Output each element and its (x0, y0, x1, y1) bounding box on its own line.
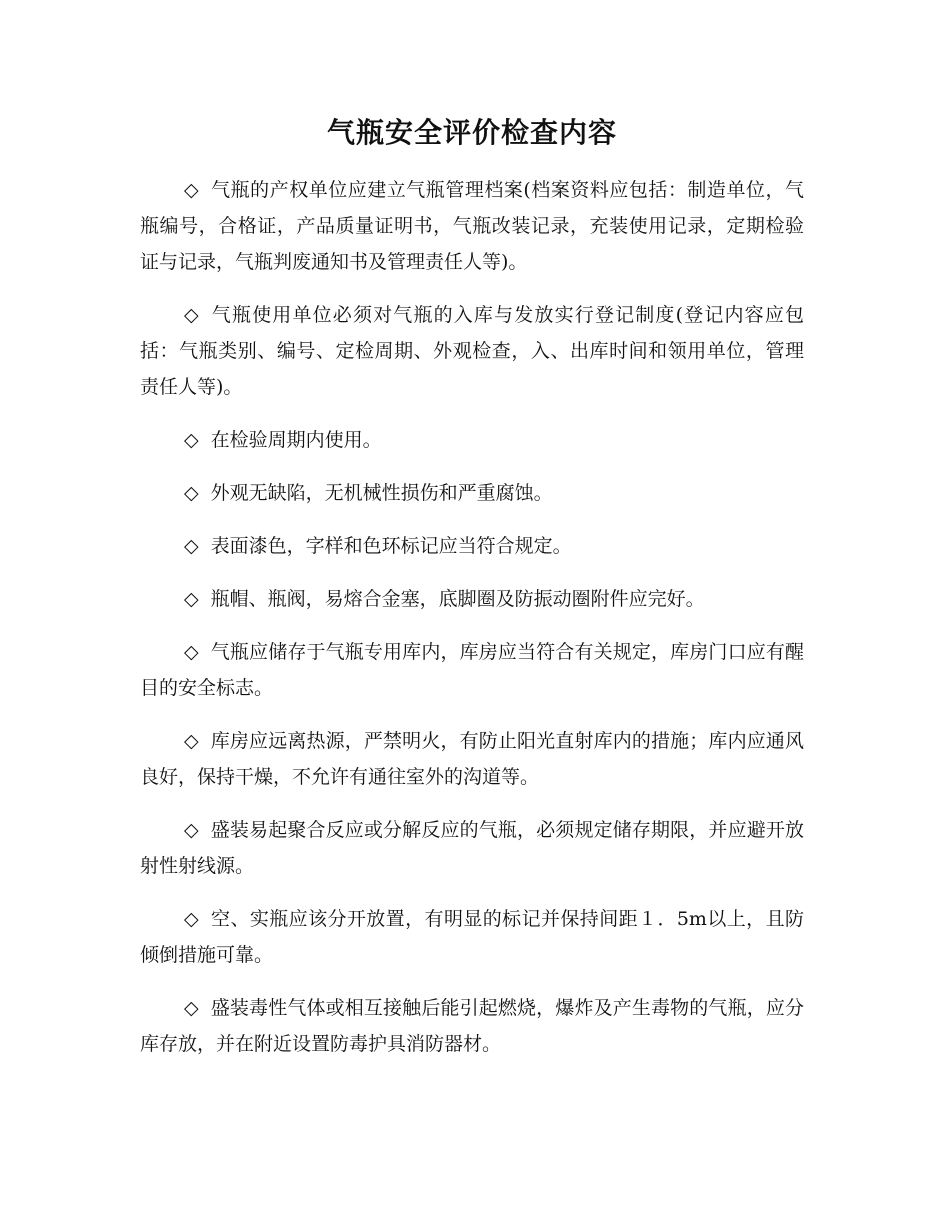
inspection-item-text: 气瓶使用单位必须对气瓶的入库与发放实行登记制度(登记内容应包括：气瓶类别、编号、定检周期、外观检查，入、出库时间和领用单位，管理责任人等)。 (140, 304, 804, 398)
diamond-bullet-icon: ◇ (184, 304, 199, 326)
diamond-bullet-icon: ◇ (184, 482, 199, 504)
inspection-item (140, 634, 804, 706)
inspection-item-text: 气瓶的产权单位应建立气瓶管理档案(档案资料应包括：制造单位，气瓶编号，合格证，产品质量证明书，气瓶改装记录，充装使用记录，定期检验证与记录，气瓶判废通知书及管理责任人等)。 (140, 179, 804, 273)
inspection-item (140, 723, 804, 795)
inspection-item-text: 空、实瓶应该分开放置，有明显的标记并保持间距１．5m以上，且防倾倒措施可靠。 (140, 908, 804, 966)
diamond-bullet-icon: ◇ (184, 588, 199, 610)
inspection-item (140, 528, 804, 564)
document-page (140, 108, 804, 1079)
inspection-item (140, 172, 804, 280)
inspection-item-text: 在检验周期内使用。 (210, 429, 382, 451)
diamond-bullet-icon: ◇ (184, 429, 199, 451)
document-title: 气瓶安全评价检查内容 (326, 116, 617, 149)
inspection-item-text: 盛装毒性气体或相互接触后能引起燃烧，爆炸及产生毒物的气瓶，应分库存放，并在附近设置防毒护具消防器材。 (140, 997, 804, 1055)
diamond-bullet-icon: ◇ (184, 535, 199, 557)
inspection-item-text: 表面漆色，字样和色环标记应当符合规定。 (210, 535, 572, 557)
diamond-bullet-icon: ◇ (184, 730, 199, 752)
diamond-bullet-icon: ◇ (184, 819, 199, 841)
inspection-item (140, 990, 804, 1062)
diamond-bullet-icon: ◇ (184, 179, 199, 201)
inspection-item-text: 库房应远离热源，严禁明火，有防止阳光直射库内的措施；库内应通风良好，保持干燥，不允许有通往室外的沟道等。 (140, 730, 804, 788)
inspection-item (140, 297, 804, 405)
inspection-item-text: 气瓶应储存于气瓶专用库内，库房应当符合有关规定，库房门口应有醒目的安全标志。 (140, 641, 804, 699)
diamond-bullet-icon: ◇ (184, 641, 199, 663)
inspection-items (140, 172, 804, 1062)
inspection-item (140, 422, 804, 458)
inspection-item (140, 901, 804, 973)
inspection-item-text: 盛装易起聚合反应或分解反应的气瓶，必须规定储存期限，并应避开放射性射线源。 (140, 819, 804, 877)
diamond-bullet-icon: ◇ (184, 908, 199, 930)
inspection-item-text: 瓶帽、瓶阀，易熔合金塞，底脚圈及防振动圈附件应完好。 (210, 588, 705, 610)
inspection-item (140, 581, 804, 617)
inspection-item-text: 外观无缺陷，无机械性损伤和严重腐蚀。 (210, 482, 553, 504)
inspection-item (140, 475, 804, 511)
inspection-item (140, 812, 804, 884)
diamond-bullet-icon: ◇ (184, 997, 199, 1019)
